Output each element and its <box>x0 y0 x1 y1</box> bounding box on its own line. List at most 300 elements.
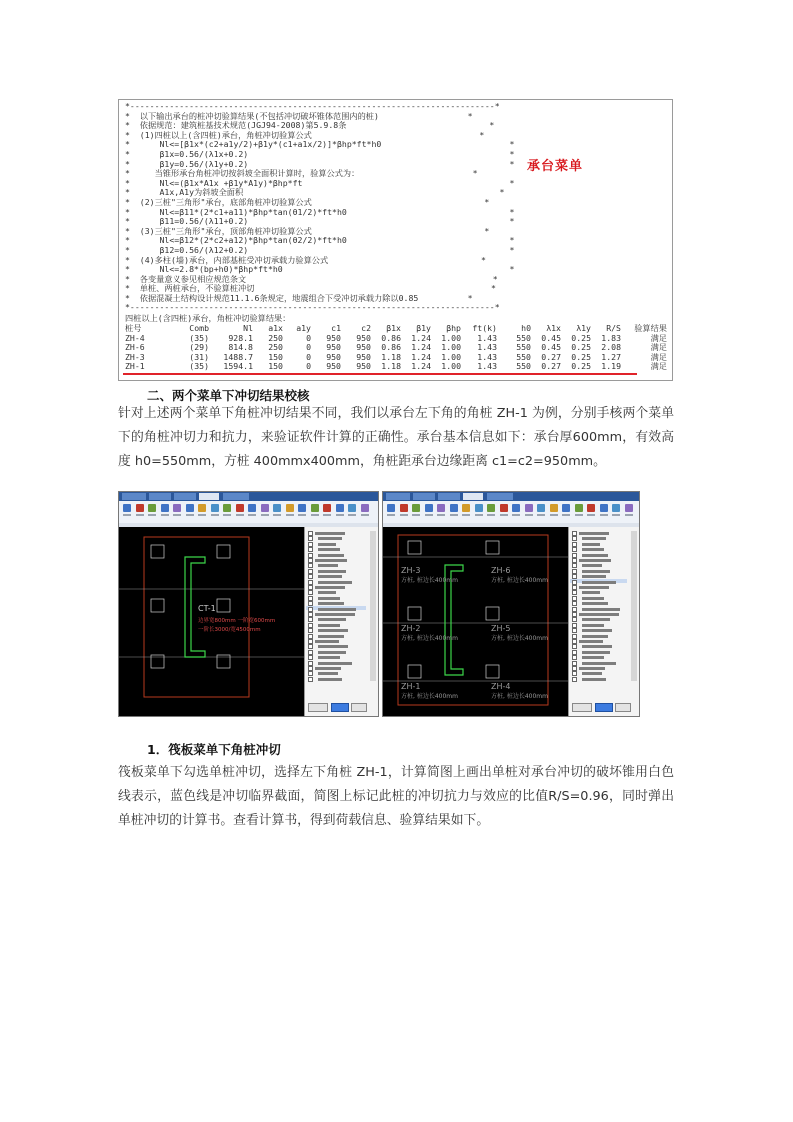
table-header-cell: c1 <box>331 323 341 333</box>
tree-item-text <box>318 602 344 605</box>
checkbox[interactable] <box>308 644 313 649</box>
checkbox[interactable] <box>572 563 577 568</box>
toolbar-button-label <box>550 514 558 516</box>
checkbox[interactable] <box>572 628 577 633</box>
panel-button[interactable] <box>615 703 631 712</box>
table-cell: 950 <box>356 351 371 362</box>
pile-marker <box>408 541 421 554</box>
toolbar-button-icon[interactable] <box>323 504 331 512</box>
tree-item-text <box>318 543 336 546</box>
table-header-cell: a1x <box>268 323 283 333</box>
checkbox[interactable] <box>308 590 313 595</box>
panel-button[interactable] <box>351 703 367 712</box>
pile-label: ZH-6 <box>491 566 511 575</box>
tree-item-text <box>315 640 339 643</box>
subsection-title: 1．筏板菜单下角桩冲切 <box>147 742 281 757</box>
table-cell: 1.00 <box>441 342 461 353</box>
tree-item-text <box>582 662 616 665</box>
tree-item-text <box>318 662 352 665</box>
toolbar-button-icon[interactable] <box>298 504 306 512</box>
toolbar-button-icon[interactable] <box>512 504 520 512</box>
checkbox[interactable] <box>572 601 577 606</box>
table-cell: 950 <box>326 361 341 372</box>
toolbar-button-icon[interactable] <box>348 504 356 512</box>
calc-output-line: * 以下输出承台的桩冲切验算结果(不包括冲切破坏锥体范围内的桩) * <box>125 110 473 121</box>
toolbar-button-icon[interactable] <box>612 504 620 512</box>
table-header-cell: 桩号 <box>125 323 142 333</box>
table-cell: 150 <box>268 361 283 372</box>
table-header-cell: β1x <box>386 323 401 333</box>
toolbar-button-label <box>612 514 620 516</box>
toolbar-button-icon[interactable] <box>286 504 294 512</box>
tree-item-text <box>582 548 604 551</box>
table-cell: 0.25 <box>571 332 591 343</box>
checkbox[interactable] <box>308 580 313 585</box>
tree-item-text <box>582 597 604 600</box>
cad-drawing <box>119 527 304 717</box>
checkbox[interactable] <box>572 650 577 655</box>
toolbar-button-icon[interactable] <box>525 504 533 512</box>
toolbar-button-label <box>587 514 595 516</box>
toolbar-button-icon[interactable] <box>537 504 545 512</box>
table-cell: 150 <box>268 351 283 362</box>
checkbox[interactable] <box>308 634 313 639</box>
table-header-cell: R/S <box>606 323 621 333</box>
scrollbar[interactable] <box>370 531 376 681</box>
checkbox[interactable] <box>308 542 313 547</box>
toolbar-button-label <box>487 514 495 516</box>
tree-item-text <box>582 591 600 594</box>
tree-item-text <box>318 656 340 659</box>
checkbox[interactable] <box>308 607 313 612</box>
table-header-cell: ft(k) <box>472 323 497 333</box>
table-cell: 1.24 <box>411 332 431 343</box>
tree-item-text <box>582 570 610 573</box>
tree-item-text <box>315 667 341 670</box>
toolbar-button-label <box>336 514 344 516</box>
pile-note: 方桩, 桩边长400mm <box>401 635 458 642</box>
tree-item-text <box>315 586 345 589</box>
table-cell: 满足 <box>650 342 667 353</box>
tree-item-text <box>579 667 605 670</box>
table-cell: 1.00 <box>441 361 461 372</box>
calc-output-line: * 依据混凝土结构设计规范11.1.6条规定，地震组合下受冲切承载力除以0.85 * <box>125 292 473 303</box>
panel-button[interactable] <box>595 703 613 712</box>
ribbon-toolbar <box>383 501 639 524</box>
toolbar-button-label <box>450 514 458 516</box>
toolbar-button-label <box>298 514 306 516</box>
checkbox[interactable] <box>572 553 577 558</box>
toolbar-button-label <box>198 514 206 516</box>
toolbar-button-icon[interactable] <box>311 504 319 512</box>
toolbar-button-label <box>600 514 608 516</box>
tree-item-text <box>579 532 609 535</box>
checkbox[interactable] <box>308 563 313 568</box>
calc-output-line: * Nl<=β12*(2*c2+a12)*βhp*tan(θ2/2)*ft*h0 * <box>125 235 515 246</box>
checkbox[interactable] <box>572 607 577 612</box>
tree-item-text <box>582 554 608 557</box>
toolbar-button-icon[interactable] <box>136 504 144 512</box>
calc-output-line: *--------------------------------------------------------------------------* <box>125 302 500 313</box>
checkbox[interactable] <box>572 655 577 660</box>
calc-output-line: * β12=0.56/(λ12+0.2) * <box>125 244 515 255</box>
table-header-cell: β1y <box>416 323 431 333</box>
cap-note-2: 一阶长3000/宽4500mm <box>198 627 261 633</box>
pile-marker <box>217 599 230 612</box>
table-cell: 1.43 <box>477 351 497 362</box>
checkbox[interactable] <box>308 628 313 633</box>
toolbar-button-icon[interactable] <box>625 504 633 512</box>
property-panel[interactable] <box>568 527 639 716</box>
toolbar-button-icon[interactable] <box>587 504 595 512</box>
checkbox[interactable] <box>308 596 313 601</box>
paragraph-2: 筏板菜单下勾选单桩冲切，选择左下角桩 ZH-1，计算简图上画出单桩对承台冲切的破坏锥用白色线表示，蓝色线是冲切临界截面，简图上标记此桩的冲切抗力与效应的比值R/S=0.96，同时弹出单桩冲切的计算书。查看计算书，得到荷载信息、验算结果如下。 <box>118 765 674 828</box>
toolbar-button-label <box>136 514 144 516</box>
calc-output-line: * 单桩、两桩承台，不验算桩冲切 * <box>125 283 496 294</box>
toolbar-button-label <box>625 514 633 516</box>
table-cell: 满足 <box>650 361 667 372</box>
pile-marker <box>151 599 164 612</box>
cad-drawing <box>383 527 568 717</box>
tree-item-text <box>582 656 604 659</box>
tree-item-text <box>318 597 340 600</box>
toolbar-button-icon[interactable] <box>261 504 269 512</box>
toolbar-button-label <box>186 514 194 516</box>
ribbon-tabs <box>383 492 639 501</box>
table-cell: 550 <box>516 361 531 372</box>
tree-item-text <box>582 651 610 654</box>
table-cell: 1.24 <box>411 361 431 372</box>
table-cell: 0 <box>306 332 311 343</box>
checkbox[interactable] <box>572 623 577 628</box>
toolbar-button-label <box>236 514 244 516</box>
tree-item-text <box>582 543 600 546</box>
checkbox[interactable] <box>572 590 577 595</box>
tree-item-text <box>318 618 346 621</box>
toolbar-button-label <box>361 514 369 516</box>
calc-output-line: * 各变量意义参见相应规范条文 * <box>125 273 498 284</box>
table-cell: 550 <box>516 332 531 343</box>
checkbox[interactable] <box>572 542 577 547</box>
calc-output-line: * Nl<=[β1x*(c2+a1y/2)+β1y*(c1+a1x/2)]*βhp*ft*h0 * <box>125 139 515 150</box>
table-cell: 1.43 <box>477 342 497 353</box>
tree-item-text <box>318 608 356 611</box>
table-cell: ZH-1 <box>125 361 145 372</box>
calc-output-line: * (2)三桩"三角形"承台，底部角桩冲切验算公式 * <box>125 196 490 207</box>
table-cell: 1.00 <box>441 351 461 362</box>
calc-output-line: * β1y=0.56/(λ1y+0.2) * <box>125 158 515 169</box>
tree-item-text <box>315 559 347 562</box>
table-cell: 0.25 <box>571 361 591 372</box>
table-cell: 550 <box>516 342 531 353</box>
pile-marker <box>151 545 164 558</box>
pile-label: ZH-1 <box>401 682 421 691</box>
calc-output-line: *--------------------------------------------------------------------------* <box>125 101 500 111</box>
tree-item-text <box>582 602 608 605</box>
cad-canvas[interactable] <box>119 527 304 716</box>
checkbox[interactable] <box>572 666 577 671</box>
table-cell: (35) <box>189 361 209 372</box>
toolbar-button-icon[interactable] <box>425 504 433 512</box>
calc-output-line: * Nl<=2.8*(bp+h0)*βhp*ft*h0 * <box>125 264 515 275</box>
checkbox[interactable] <box>572 617 577 622</box>
table-cell: 1.27 <box>601 351 621 362</box>
pile-note: 方桩, 桩边长400mm <box>491 635 548 642</box>
toolbar-button-label <box>148 514 156 516</box>
pile-label: ZH-5 <box>491 624 511 633</box>
tree-item-text <box>318 537 342 540</box>
toolbar-button-icon[interactable] <box>361 504 369 512</box>
checkbox[interactable] <box>572 677 577 682</box>
toolbar-button-label <box>437 514 445 516</box>
checkbox[interactable] <box>308 617 313 622</box>
section-title: 二、两个菜单下冲切结果校核 <box>147 388 310 403</box>
table-cell: 0.27 <box>541 351 561 362</box>
table-cell: 0.86 <box>381 342 401 353</box>
toolbar-button-icon[interactable] <box>161 504 169 512</box>
checkbox[interactable] <box>308 650 313 655</box>
screenshot-raft-menu <box>118 491 379 717</box>
toolbar-button-label <box>261 514 269 516</box>
table-header-cell: λ1y <box>576 323 591 333</box>
calc-output-line: * β11=0.56/(λ11+0.2) * <box>125 216 515 227</box>
tree-item-text <box>318 548 340 551</box>
toolbar-button-label <box>323 514 331 516</box>
checkbox[interactable] <box>308 547 313 552</box>
table-cell: 550 <box>516 351 531 362</box>
toolbar-button-icon[interactable] <box>336 504 344 512</box>
checkbox[interactable] <box>572 580 577 585</box>
toolbar-button-label <box>412 514 420 516</box>
toolbar-button-icon[interactable] <box>186 504 194 512</box>
property-panel[interactable] <box>304 527 378 716</box>
table-cell: 1.43 <box>477 361 497 372</box>
tree-item-text <box>579 586 609 589</box>
checkbox[interactable] <box>572 547 577 552</box>
checkbox[interactable] <box>572 569 577 574</box>
checkbox[interactable] <box>572 558 577 563</box>
tree-item-text <box>318 672 338 675</box>
tree-item-text <box>318 678 342 681</box>
tree-item-text <box>582 618 610 621</box>
checkbox[interactable] <box>308 655 313 660</box>
pile-note: 方桩, 桩边长400mm <box>401 693 458 700</box>
checkbox[interactable] <box>572 536 577 541</box>
checkbox[interactable] <box>308 666 313 671</box>
cap-label: CT-1 <box>198 604 216 613</box>
panel-button[interactable] <box>572 703 592 712</box>
checkbox[interactable] <box>308 585 313 590</box>
toolbar-button-icon[interactable] <box>236 504 244 512</box>
toolbar-button-label <box>161 514 169 516</box>
table-cell: 0.86 <box>381 332 401 343</box>
tree-item-text <box>582 624 604 627</box>
pile-label: ZH-4 <box>491 682 511 691</box>
menu-tag: 承台菜单 <box>527 159 584 174</box>
table-cell: 1.43 <box>477 332 497 343</box>
scrollbar[interactable] <box>631 531 637 681</box>
toolbar-button-icon[interactable] <box>248 504 256 512</box>
table-cell: 0.45 <box>541 332 561 343</box>
toolbar-button-label <box>311 514 319 516</box>
toolbar-button-label <box>512 514 520 516</box>
toolbar-button-icon[interactable] <box>387 504 395 512</box>
table-cell: 满足 <box>650 332 667 343</box>
pile-marker <box>408 607 421 620</box>
toolbar-button-label <box>173 514 181 516</box>
paragraph-1: 针对上述两个菜单下角桩冲切结果不同，我们以承台左下角的角桩 ZH-1 为例，分别手核两个菜单下的角桩冲切力和抗力，来验证软件计算的正确性。承台基本信息如下：承台厚600mm，有效高度 h0=550mm，方桩 400mmx400mm，角桩距承台边缘距离 c1=c2=950mm。 <box>118 406 674 469</box>
toolbar-button-icon[interactable] <box>562 504 570 512</box>
pile-label: ZH-3 <box>401 566 421 575</box>
table-cell: 950 <box>356 332 371 343</box>
pile-marker <box>217 545 230 558</box>
checkbox[interactable] <box>572 634 577 639</box>
tree-item-text <box>318 629 348 632</box>
panel-button[interactable] <box>308 703 328 712</box>
tree-item-text <box>579 559 611 562</box>
checkbox[interactable] <box>572 585 577 590</box>
checkbox[interactable] <box>572 596 577 601</box>
table-cell: 1.00 <box>441 332 461 343</box>
toolbar-button-icon[interactable] <box>123 504 131 512</box>
toolbar-button-icon[interactable] <box>273 504 281 512</box>
table-cell: ZH-3 <box>125 351 145 362</box>
toolbar-button-icon[interactable] <box>198 504 206 512</box>
table-cell: 1.24 <box>411 342 431 353</box>
calc-output-box <box>118 99 673 381</box>
calc-output-line: * Nl<=β11*(2*c1+a11)*βhp*tan(θ1/2)*ft*h0 * <box>125 206 515 217</box>
table-cell: 950 <box>356 361 371 372</box>
table-cell: 0 <box>306 361 311 372</box>
toolbar-button-icon[interactable] <box>148 504 156 512</box>
checkbox[interactable] <box>308 623 313 628</box>
table-cell: ZH-6 <box>125 342 145 353</box>
tree-item-text <box>582 581 616 584</box>
toolbar-button-icon[interactable] <box>437 504 445 512</box>
table-cell: 950 <box>326 351 341 362</box>
checkbox[interactable] <box>308 553 313 558</box>
tree-item-text <box>582 645 612 648</box>
table-cell: 1488.7 <box>223 351 253 362</box>
tree-item-text <box>318 570 346 573</box>
toolbar-button-label <box>462 514 470 516</box>
toolbar-button-icon[interactable] <box>450 504 458 512</box>
table-cell: 250 <box>268 332 283 343</box>
table-cell: 950 <box>356 342 371 353</box>
table-header-cell: c2 <box>361 323 371 333</box>
toolbar-button-label <box>211 514 219 516</box>
panel-button[interactable] <box>331 703 349 712</box>
toolbar-button-label <box>537 514 545 516</box>
table-cell: 0.27 <box>541 361 561 372</box>
table-cell: 0 <box>306 351 311 362</box>
table-cell: 1.24 <box>411 351 431 362</box>
checkbox[interactable] <box>308 569 313 574</box>
checkbox[interactable] <box>572 531 577 536</box>
tree-item-text <box>582 537 606 540</box>
tree-item-text <box>318 624 340 627</box>
calc-output-line: * Nl<=(β1x*A1x +β1y*A1y)*βhp*ft * <box>125 177 515 188</box>
ribbon-toolbar <box>119 501 378 524</box>
checkbox[interactable] <box>572 661 577 666</box>
checkbox[interactable] <box>308 671 313 676</box>
tree-item-text <box>318 651 346 654</box>
tree-item-text <box>318 635 344 638</box>
checkbox[interactable] <box>308 661 313 666</box>
toolbar-button-icon[interactable] <box>223 504 231 512</box>
tree-item-text <box>318 554 344 557</box>
toolbar-button-icon[interactable] <box>575 504 583 512</box>
calc-output-line: * (3)三桩"三角形"承台，顶部角桩冲切验算公式 * <box>125 225 490 236</box>
checkbox[interactable] <box>572 612 577 617</box>
cad-canvas[interactable] <box>383 527 568 716</box>
table-cell: 0.25 <box>571 351 591 362</box>
toolbar-button-icon[interactable] <box>462 504 470 512</box>
table-cell: 0.45 <box>541 342 561 353</box>
toolbar-button-icon[interactable] <box>211 504 219 512</box>
checkbox[interactable] <box>308 536 313 541</box>
toolbar-button-icon[interactable] <box>500 504 508 512</box>
table-cell: 2.08 <box>601 342 621 353</box>
toolbar-button-icon[interactable] <box>550 504 558 512</box>
checkbox[interactable] <box>308 558 313 563</box>
toolbar-button-label <box>348 514 356 516</box>
table-header-cell: Comb <box>189 323 209 333</box>
toolbar-button-label <box>273 514 281 516</box>
checkbox[interactable] <box>572 671 577 676</box>
cap-note-1: 边界宽800mm 一阶宽600mm <box>198 618 276 624</box>
checkbox[interactable] <box>572 639 577 644</box>
calc-output-line: * (1)四桩以上(含四桩)承台，角桩冲切验算公式 * <box>125 129 485 140</box>
ribbon-tabs <box>119 492 378 501</box>
checkbox[interactable] <box>308 574 313 579</box>
table-cell: 1.19 <box>601 361 621 372</box>
checkbox[interactable] <box>308 677 313 682</box>
table-cell: 928.1 <box>228 332 253 343</box>
toolbar-button-icon[interactable] <box>600 504 608 512</box>
calc-output-line: * A1x,A1y为斜坡全面积 * <box>125 187 505 198</box>
table-cell: 满足 <box>650 351 667 362</box>
checkbox[interactable] <box>308 612 313 617</box>
toolbar-button-icon[interactable] <box>412 504 420 512</box>
checkbox[interactable] <box>308 639 313 644</box>
tree-item-text <box>582 575 606 578</box>
toolbar-button-label <box>425 514 433 516</box>
tree-item-text <box>582 564 602 567</box>
toolbar-button-label <box>475 514 483 516</box>
checkbox[interactable] <box>572 644 577 649</box>
toolbar-button-label <box>500 514 508 516</box>
pile-marker <box>486 541 499 554</box>
table-cell: (35) <box>189 332 209 343</box>
toolbar-button-icon[interactable] <box>173 504 181 512</box>
table-cell: ZH-4 <box>125 332 145 343</box>
toolbar-button-label <box>223 514 231 516</box>
toolbar-button-icon[interactable] <box>475 504 483 512</box>
checkbox[interactable] <box>308 531 313 536</box>
toolbar-button-label <box>562 514 570 516</box>
table-cell: 814.8 <box>228 342 253 353</box>
calc-output-line: * 当锥形承台角桩冲切按斜坡全面积计算时，验算公式为： * <box>125 168 478 179</box>
toolbar-button-icon[interactable] <box>400 504 408 512</box>
pile-note: 方桩, 桩边长400mm <box>491 577 548 584</box>
pile-marker <box>408 665 421 678</box>
toolbar-button-icon[interactable] <box>487 504 495 512</box>
tree-item-text <box>318 591 336 594</box>
tree-item-text <box>582 608 620 611</box>
toolbar-button-label <box>248 514 256 516</box>
calc-output-line: * β1x=0.56/(λ1x+0.2) * <box>125 148 515 159</box>
